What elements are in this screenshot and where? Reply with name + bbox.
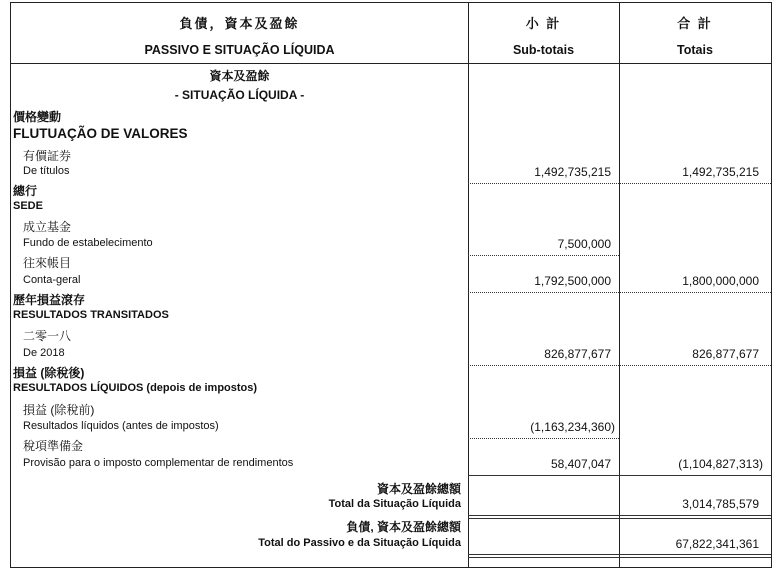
total-rule (619, 183, 771, 184)
header-totals-pt: Totais (677, 43, 713, 57)
liquid-heading-pt: RESULTADOS LÍQUIDOS (depois de impostos) (13, 382, 258, 394)
liabilities-total-label-pt: Total do Passivo e da Situação Líquida (258, 537, 461, 549)
fundo-label-zh: 成立基金 (23, 220, 72, 234)
titulos-total: 1,492,735,215 (682, 165, 759, 179)
titulos-subtotal: 1,492,735,215 (534, 165, 611, 179)
balance-sheet-table (10, 2, 772, 568)
titulos-label-zh: 有價証券 (23, 149, 72, 163)
subtotal-rule (468, 438, 619, 439)
year-subtotal: 826,877,677 (544, 347, 611, 361)
situation-total-label-zh: 資本及盈餘總額 (376, 482, 461, 496)
transit-heading-zh: 歷年損益滾存 (13, 293, 86, 307)
column-divider (468, 3, 469, 567)
liquid-total: (1,104,827,313) (678, 457, 763, 471)
situation-total-label-pt: Total da Situação Líquida (328, 498, 461, 510)
year-total: 826,877,677 (692, 347, 759, 361)
fundo-label-pt: Fundo de estabelecimento (23, 237, 153, 249)
double-rule (468, 515, 619, 519)
subtotal-rule (468, 255, 619, 256)
before-tax-label-zh: 損益 (除稅前) (23, 403, 95, 417)
column-divider (619, 3, 620, 567)
liabilities-total-value: 67,822,341,361 (675, 537, 759, 551)
section-title-pt: - SITUAÇÃO LÍQUIDA - (174, 88, 305, 102)
fluctuation-heading-zh: 價格變動 (13, 110, 62, 124)
year-label-zh: 二零一八 (23, 329, 72, 343)
header-subtotals-zh: 小 計 (525, 16, 562, 31)
transit-heading-pt: RESULTADOS TRANSITADOS (13, 309, 169, 321)
subtotal-rule (468, 475, 619, 476)
section-title-zh: 資本及盈餘 (209, 69, 270, 83)
sede-total: 1,800,000,000 (682, 274, 759, 288)
double-rule (619, 515, 771, 519)
total-rule (619, 475, 771, 476)
titulos-label-pt: De títulos (23, 165, 70, 177)
header-subtotals-pt: Sub-totais (512, 43, 575, 57)
provision-subtotal: 58,407,047 (550, 457, 611, 471)
sede-heading-pt: SEDE (13, 200, 43, 212)
fundo-subtotal: 7,500,000 (557, 237, 611, 251)
fluctuation-heading-pt: FLUTUAÇÃO DE VALORES (13, 126, 188, 141)
conta-subtotal: 1,792,500,000 (534, 274, 611, 288)
conta-label-zh: 往來帳目 (23, 256, 72, 270)
before-tax-subtotal: (1,163,234,360) (530, 420, 615, 434)
subtotal-rule (468, 183, 619, 184)
before-tax-label-pt: Resultados líquidos (antes de impostos) (23, 420, 219, 432)
total-rule (619, 292, 771, 293)
conta-label-pt: Conta-geral (23, 274, 81, 286)
situation-total-value: 3,014,785,579 (682, 497, 759, 511)
double-rule (619, 554, 771, 558)
provision-label-zh: 稅項準備金 (23, 439, 84, 453)
liabilities-total-label-zh: 負債, 資本及盈餘總額 (346, 520, 461, 534)
double-rule (468, 554, 619, 558)
sede-heading-zh: 總行 (13, 184, 38, 198)
liquid-heading-zh: 損益 (除稅後) (13, 366, 85, 380)
header-title-zh: 負債，資本及盈餘 (179, 16, 300, 31)
subtotal-rule (468, 365, 619, 366)
subtotal-rule (468, 292, 619, 293)
year-label-pt: De 2018 (23, 347, 65, 359)
header-title-pt: PASSIVO E SITUAÇÃO LÍQUIDA (144, 43, 335, 57)
header-totals-zh: 合 計 (677, 16, 713, 31)
provision-label-pt: Provisão para o imposto complementar de rendimentos (23, 457, 294, 469)
total-rule (619, 365, 771, 366)
header-divider (11, 63, 771, 64)
